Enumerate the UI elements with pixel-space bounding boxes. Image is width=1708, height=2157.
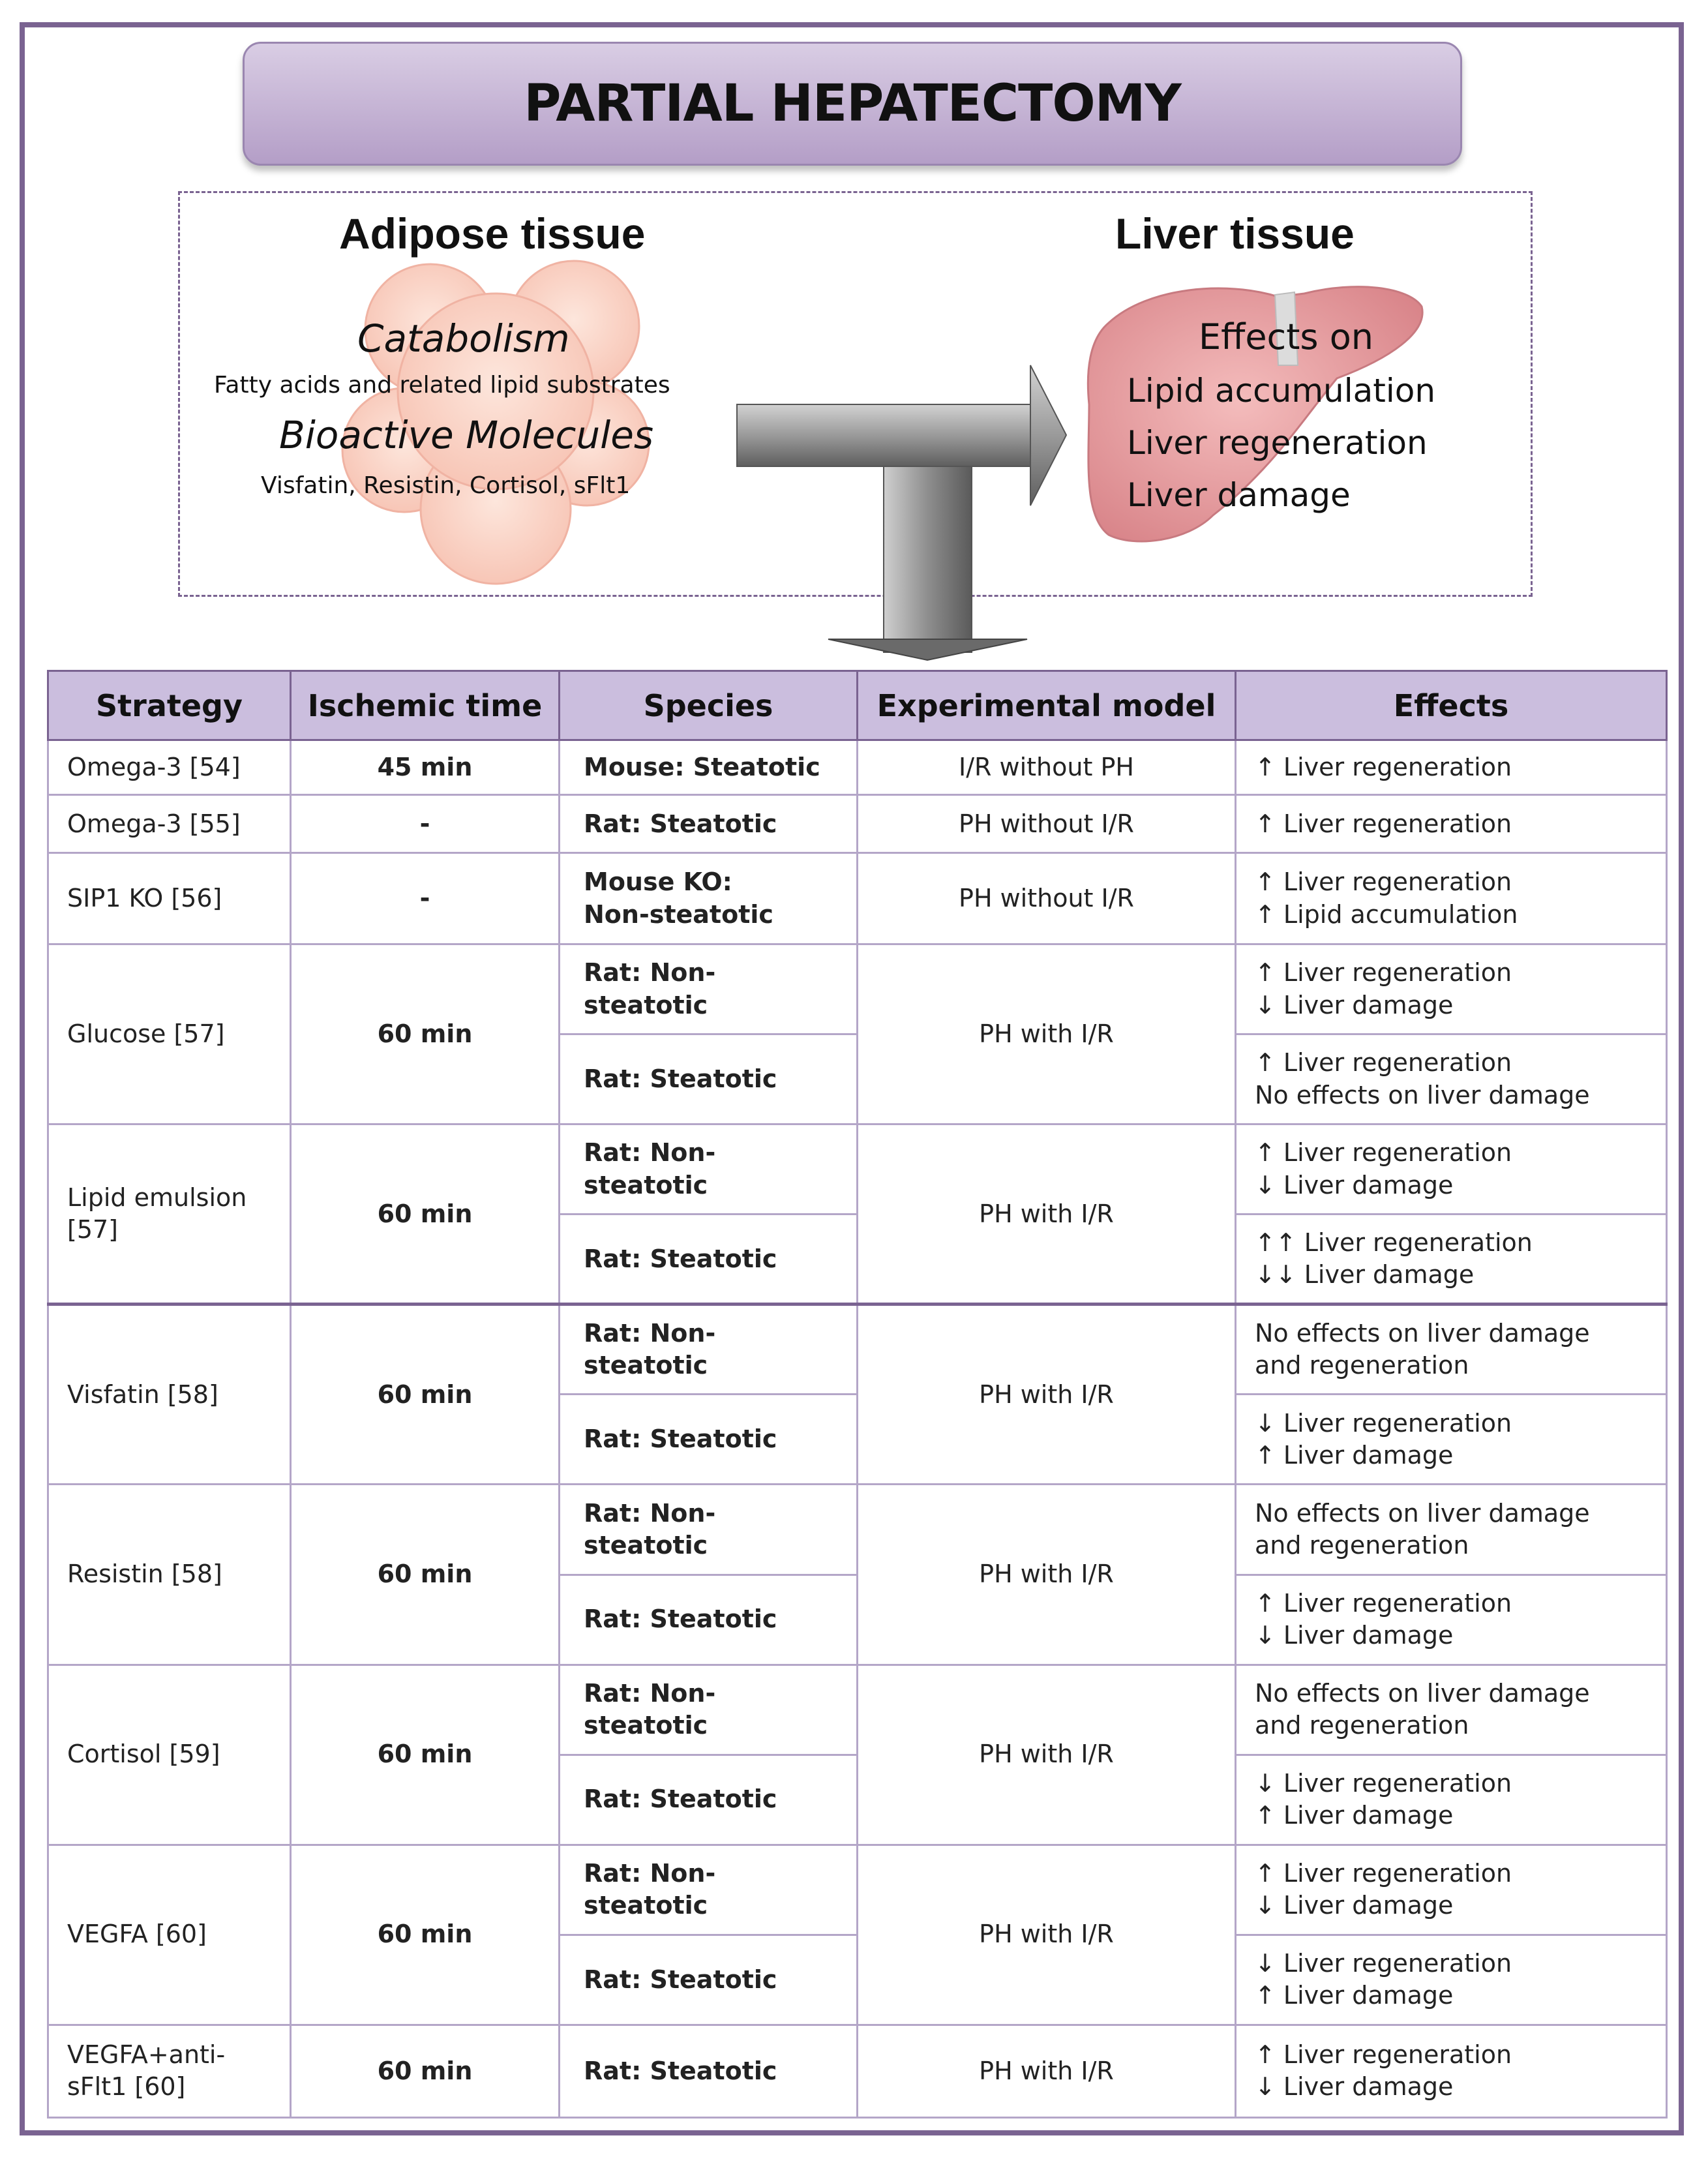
effects-on-label: Effects on bbox=[1199, 316, 1373, 357]
effect-line: No effects on liver damage bbox=[1255, 1080, 1590, 1109]
strategy-cell bbox=[48, 853, 291, 944]
effects-cell bbox=[1236, 1124, 1667, 1214]
effect-line: ↓ Liver damage bbox=[1255, 1621, 1454, 1650]
strategy-cell bbox=[48, 740, 291, 795]
catabolism-label: Catabolism bbox=[357, 316, 570, 361]
liver-effect-lipid: Lipid accumulation bbox=[1127, 372, 1436, 410]
bioactive-detail: Visfatin, Resistin, Cortisol, sFlt1 bbox=[261, 472, 631, 499]
effect-line: ↑ Liver regeneration bbox=[1255, 1588, 1512, 1618]
strategy-cell bbox=[48, 2025, 291, 2117]
effects-cell bbox=[1236, 1395, 1667, 1485]
strategy-text: Omega-3 [54] bbox=[67, 753, 241, 782]
effects-cell bbox=[1236, 853, 1667, 944]
strategy-text: sFlt1 [60] bbox=[67, 2072, 186, 2102]
ischemic-time-cell: 45 min bbox=[291, 740, 560, 795]
ischemic-time-cell: - bbox=[291, 853, 560, 944]
species-cell bbox=[560, 1305, 858, 1395]
effects-cell bbox=[1236, 1935, 1667, 2025]
table-row bbox=[48, 853, 1667, 944]
ischemic-time-cell: 60 min bbox=[291, 2025, 560, 2117]
strategy-cell bbox=[48, 944, 291, 1124]
species-text: Rat: Non-steatotic bbox=[584, 958, 716, 1019]
effect-line: ↓ Liver damage bbox=[1255, 1170, 1454, 1199]
effect-line: ↑ Liver regeneration bbox=[1255, 958, 1512, 988]
model-cell: PH with I/R bbox=[858, 1124, 1236, 1305]
table-row bbox=[48, 1665, 1667, 1755]
species-text: Rat: Non-steatotic bbox=[584, 1678, 716, 1740]
strategy-text: Cortisol [59] bbox=[67, 1740, 220, 1769]
effects-cell bbox=[1236, 1485, 1667, 1575]
table-header-row bbox=[48, 671, 1667, 740]
model-cell: I/R without PH bbox=[858, 740, 1236, 795]
species-text: Rat: Steatotic bbox=[584, 1064, 777, 1094]
species-text: Rat: Non-steatotic bbox=[584, 1318, 716, 1380]
table-row bbox=[48, 1485, 1667, 1575]
species-text: Rat: Steatotic bbox=[584, 1965, 777, 1994]
ischemic-time-cell: - bbox=[291, 795, 560, 853]
effect-line: No effects on liver damage bbox=[1255, 1498, 1590, 1528]
table-row bbox=[48, 1305, 1667, 1395]
species-cell bbox=[560, 1845, 858, 1935]
header-ischemic-time: Ischemic time bbox=[291, 671, 560, 740]
effects-cell bbox=[1236, 740, 1667, 795]
strategy-cell bbox=[48, 1845, 291, 2025]
model-cell: PH without I/R bbox=[858, 795, 1236, 853]
strategy-text: Glucose [57] bbox=[67, 1019, 225, 1049]
bioactive-label: Bioactive Molecules bbox=[279, 413, 654, 457]
effect-line: ↑ Liver regeneration bbox=[1255, 753, 1512, 782]
strategy-table bbox=[47, 670, 1668, 2119]
species-text: Rat: Non-steatotic bbox=[584, 1138, 716, 1199]
species-cell bbox=[560, 1755, 858, 1845]
effect-line: ↑ Liver regeneration bbox=[1255, 867, 1512, 897]
effects-cell bbox=[1236, 944, 1667, 1034]
effects-cell bbox=[1236, 1575, 1667, 1665]
effect-line: ↓ Liver damage bbox=[1255, 990, 1454, 1019]
table-row bbox=[48, 1845, 1667, 1935]
species-text: Rat: Steatotic bbox=[584, 1244, 777, 1273]
effect-line: ↑ Liver damage bbox=[1255, 1981, 1454, 2010]
effects-cell bbox=[1236, 1665, 1667, 1755]
title: PARTIAL HEPATECTOMY bbox=[524, 74, 1181, 133]
species-text: Rat: Steatotic bbox=[584, 1785, 777, 1814]
effect-line: No effects on liver damage bbox=[1255, 1318, 1590, 1348]
header-effects: Effects bbox=[1236, 671, 1667, 740]
ischemic-time-cell: 60 min bbox=[291, 1485, 560, 1665]
strategy-cell bbox=[48, 1485, 291, 1665]
species-text: Rat: Steatotic bbox=[584, 809, 777, 838]
species-cell bbox=[560, 795, 858, 853]
header-strategy: Strategy bbox=[48, 671, 291, 740]
species-text: Non-steatotic bbox=[584, 899, 773, 929]
effect-line: ↑ Liver damage bbox=[1255, 1440, 1454, 1470]
ischemic-time-cell: 60 min bbox=[291, 1124, 560, 1305]
table-row bbox=[48, 1124, 1667, 1214]
table-row bbox=[48, 740, 1667, 795]
table-row bbox=[48, 944, 1667, 1034]
t-arrow-icon bbox=[737, 365, 1066, 660]
ischemic-time-cell: 60 min bbox=[291, 944, 560, 1124]
strategy-text: [57] bbox=[67, 1215, 119, 1244]
effects-cell bbox=[1236, 1755, 1667, 1845]
effect-line: No effects on liver damage bbox=[1255, 1678, 1590, 1708]
effect-line: ↓ Liver regeneration bbox=[1255, 1948, 1512, 1978]
species-cell bbox=[560, 1485, 858, 1575]
species-cell bbox=[560, 1124, 858, 1214]
adipose-heading: Adipose tissue bbox=[339, 209, 646, 258]
effects-cell bbox=[1236, 1214, 1667, 1305]
strategy-text: VEGFA+anti- bbox=[67, 2040, 226, 2069]
model-cell: PH with I/R bbox=[858, 1485, 1236, 1665]
strategy-cell bbox=[48, 1124, 291, 1305]
effects-cell bbox=[1236, 1034, 1667, 1124]
strategy-cell bbox=[48, 795, 291, 853]
catabolism-detail: Fatty acids and related lipid substrates bbox=[214, 372, 670, 399]
effect-line: ↑ Liver regeneration bbox=[1255, 1138, 1512, 1168]
strategy-cell bbox=[48, 1665, 291, 1845]
table-row bbox=[48, 2025, 1667, 2117]
model-cell: PH with I/R bbox=[858, 1665, 1236, 1845]
strategy-text: Omega-3 [55] bbox=[67, 809, 241, 838]
model-cell: PH with I/R bbox=[858, 1845, 1236, 2025]
effect-line: ↑ Liver regeneration bbox=[1255, 1048, 1512, 1078]
effects-cell bbox=[1236, 2025, 1667, 2117]
species-cell bbox=[560, 1034, 858, 1124]
strategy-text: VEGFA [60] bbox=[67, 1920, 207, 1949]
liver-effect-damage: Liver damage bbox=[1127, 476, 1351, 514]
effect-line: and regeneration bbox=[1255, 1711, 1469, 1740]
effect-line: ↑ Lipid accumulation bbox=[1255, 899, 1518, 929]
species-cell bbox=[560, 1214, 858, 1305]
strategy-text: Visfatin [58] bbox=[67, 1380, 218, 1409]
species-cell bbox=[560, 1575, 858, 1665]
effect-line: ↑ Liver damage bbox=[1255, 1801, 1454, 1830]
ischemic-time-cell: 60 min bbox=[291, 1305, 560, 1485]
strategy-text: SIP1 KO [56] bbox=[67, 883, 222, 913]
strategy-text: Resistin [58] bbox=[67, 1560, 222, 1589]
species-cell bbox=[560, 1395, 858, 1485]
species-cell bbox=[560, 740, 858, 795]
species-text: Rat: Non-steatotic bbox=[584, 1858, 716, 1920]
ischemic-time-cell: 60 min bbox=[291, 1845, 560, 2025]
effect-line: ↓ Liver regeneration bbox=[1255, 1768, 1512, 1798]
species-text: Mouse: Steatotic bbox=[584, 753, 820, 782]
effect-line: ↓ Liver damage bbox=[1255, 2072, 1454, 2102]
effect-line: and regeneration bbox=[1255, 1530, 1469, 1560]
table-row bbox=[48, 795, 1667, 853]
model-cell: PH with I/R bbox=[858, 1305, 1236, 1485]
strategy-text: Lipid emulsion bbox=[67, 1183, 247, 1212]
effect-line: ↑ Liver regeneration bbox=[1255, 2040, 1512, 2069]
liver-heading: Liver tissue bbox=[1115, 209, 1355, 258]
species-text: Rat: Steatotic bbox=[584, 2056, 777, 2085]
strategy-cell bbox=[48, 1305, 291, 1485]
species-text: Rat: Non-steatotic bbox=[584, 1498, 716, 1560]
effect-line: ↓ Liver regeneration bbox=[1255, 1408, 1512, 1438]
species-cell bbox=[560, 1935, 858, 2025]
effect-line: ↓ Liver damage bbox=[1255, 1891, 1454, 1920]
model-cell: PH with I/R bbox=[858, 2025, 1236, 2117]
effects-cell bbox=[1236, 795, 1667, 853]
effect-line: and regeneration bbox=[1255, 1351, 1469, 1380]
species-cell bbox=[560, 2025, 858, 2117]
effects-cell bbox=[1236, 1845, 1667, 1935]
species-text: Rat: Steatotic bbox=[584, 1605, 777, 1634]
effect-line: ↑ Liver regeneration bbox=[1255, 1858, 1512, 1888]
species-cell bbox=[560, 853, 858, 944]
liver-effect-regeneration: Liver regeneration bbox=[1127, 424, 1428, 462]
species-cell bbox=[560, 944, 858, 1034]
effect-line: ↑ Liver regeneration bbox=[1255, 809, 1512, 838]
header-experimental-model: Experimental model bbox=[858, 671, 1236, 740]
species-text: Mouse KO: bbox=[584, 867, 732, 897]
effects-cell bbox=[1236, 1305, 1667, 1395]
species-text: Rat: Steatotic bbox=[584, 1425, 777, 1454]
ischemic-time-cell: 60 min bbox=[291, 1665, 560, 1845]
effect-line: ↓↓ Liver damage bbox=[1255, 1260, 1475, 1290]
header-species: Species bbox=[560, 671, 858, 740]
model-cell: PH without I/R bbox=[858, 853, 1236, 944]
effect-line: ↑↑ Liver regeneration bbox=[1255, 1228, 1533, 1257]
model-cell: PH with I/R bbox=[858, 944, 1236, 1124]
species-cell bbox=[560, 1665, 858, 1755]
